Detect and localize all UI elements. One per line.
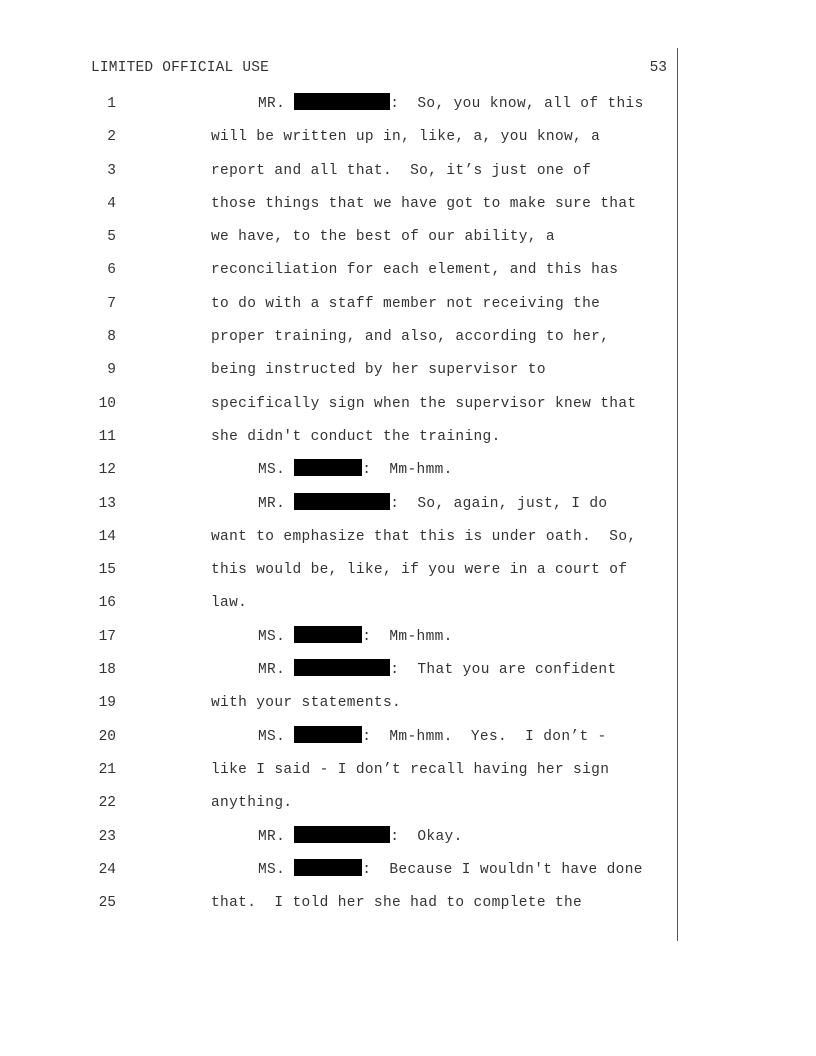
spoken-text: : That you are confident — [390, 662, 617, 679]
line-number: 3 — [107, 162, 116, 179]
spoken-text: : Okay. — [390, 828, 463, 845]
line-text — [211, 392, 636, 416]
transcript-line — [0, 458, 816, 491]
transcript-body — [0, 92, 816, 924]
transcript-line — [0, 358, 816, 391]
line-text — [258, 92, 644, 116]
spoken-text: law. — [211, 595, 248, 612]
redaction-block — [294, 659, 390, 676]
transcript-line — [0, 525, 816, 558]
line-number: 20 — [98, 728, 116, 745]
line-text — [211, 125, 600, 149]
redaction-block — [294, 459, 362, 476]
line-number: 12 — [98, 462, 116, 479]
spoken-text: that. I told her she had to complete the — [211, 895, 583, 912]
transcript-line — [0, 258, 816, 291]
line-text — [211, 292, 600, 316]
spoken-text: : Mm-hmm. Yes. I don’t - — [362, 728, 607, 745]
speaker-label: MR. — [258, 828, 286, 845]
spoken-text: reconciliation for each element, and this has — [211, 262, 619, 279]
line-text — [211, 891, 582, 915]
spoken-text: proper training, and also, according to her, — [211, 329, 610, 346]
line-text — [258, 658, 617, 682]
line-text — [211, 225, 555, 249]
spoken-text: this would be, like, if you were in a court of — [211, 562, 628, 579]
line-text — [211, 791, 292, 815]
redaction-block — [294, 493, 390, 510]
line-text — [211, 525, 636, 549]
speaker-label: MS. — [258, 728, 286, 745]
transcript-line — [0, 225, 816, 258]
line-number: 6 — [107, 262, 116, 279]
spoken-text: : Because I wouldn't have done — [362, 861, 643, 878]
transcript-line — [0, 725, 816, 758]
line-text — [211, 691, 401, 715]
line-number: 15 — [98, 562, 116, 579]
spoken-text: we have, to the best of our ability, a — [211, 229, 555, 246]
spoken-text: she didn't conduct the training. — [211, 428, 501, 445]
transcript-line — [0, 858, 816, 891]
line-number: 7 — [107, 295, 116, 312]
transcript-line — [0, 625, 816, 658]
line-number: 9 — [107, 362, 116, 379]
transcript-line — [0, 159, 816, 192]
speaker-label: MR. — [258, 96, 286, 112]
line-number: 24 — [98, 861, 116, 878]
transcript-line — [0, 558, 816, 591]
line-text — [211, 425, 501, 449]
transcript-line — [0, 791, 816, 824]
transcript-line — [0, 125, 816, 158]
line-text — [211, 758, 609, 782]
transcript-line — [0, 891, 816, 924]
spoken-text: specifically sign when the supervisor knew that — [211, 395, 637, 412]
spoken-text: : Mm-hmm. — [362, 462, 453, 479]
transcript-line — [0, 758, 816, 791]
transcript-line — [0, 492, 816, 525]
line-text — [211, 159, 591, 183]
spoken-text: anything. — [211, 795, 293, 812]
line-text — [258, 625, 453, 649]
redaction-block — [294, 93, 390, 110]
line-number: 10 — [98, 395, 116, 412]
speaker-label: MR. — [258, 662, 286, 679]
line-number: 1 — [107, 96, 116, 112]
spoken-text: to do with a staff member not receiving the — [211, 295, 601, 312]
line-number: 22 — [98, 795, 116, 812]
line-text — [258, 825, 463, 849]
speaker-label: MS. — [258, 462, 286, 479]
line-number: 4 — [107, 195, 116, 212]
line-number: 13 — [98, 495, 116, 512]
line-text — [211, 591, 247, 615]
spoken-text: being instructed by her supervisor to — [211, 362, 546, 379]
spoken-text: : So, again, just, I do — [390, 495, 608, 512]
line-number: 25 — [98, 895, 116, 912]
line-text — [211, 258, 618, 282]
line-text — [258, 725, 607, 749]
spoken-text: report and all that. So, it’s just one of — [211, 162, 592, 179]
transcript-line — [0, 92, 816, 125]
line-number: 5 — [107, 229, 116, 246]
spoken-text: will be written up in, like, a, you know, a — [211, 129, 601, 146]
spoken-text: want to emphasize that this is under oath. So, — [211, 528, 637, 545]
transcript-line — [0, 325, 816, 358]
speaker-label: MR. — [258, 495, 286, 512]
redaction-block — [294, 626, 362, 643]
spoken-text: those things that we have got to make sure that — [211, 195, 637, 212]
transcript-line — [0, 192, 816, 225]
speaker-label: MS. — [258, 628, 286, 645]
transcript-line — [0, 591, 816, 624]
line-text — [211, 558, 627, 582]
line-text — [258, 492, 607, 516]
spoken-text: : So, you know, all of this — [390, 96, 644, 112]
redaction-block — [294, 859, 362, 876]
redaction-block — [294, 726, 362, 743]
redaction-block — [294, 826, 390, 843]
transcript-line — [0, 425, 816, 458]
line-text — [211, 358, 546, 382]
line-number: 11 — [98, 428, 116, 445]
line-number: 17 — [98, 628, 116, 645]
line-number: 8 — [107, 329, 116, 346]
line-number: 23 — [98, 828, 116, 845]
line-number: 16 — [98, 595, 116, 612]
transcript-line — [0, 825, 816, 858]
transcript-line — [0, 691, 816, 724]
line-text — [211, 192, 636, 216]
transcript-line — [0, 392, 816, 425]
line-number: 14 — [98, 528, 116, 545]
transcript-line — [0, 658, 816, 691]
line-text — [258, 858, 643, 882]
line-number: 18 — [98, 662, 116, 679]
spoken-text: with your statements. — [211, 695, 402, 712]
speaker-label: MS. — [258, 861, 286, 878]
spoken-text: like I said - I don’t recall having her sign — [211, 761, 610, 778]
line-number: 2 — [107, 129, 116, 146]
line-number: 21 — [98, 761, 116, 778]
page-number: 53 — [649, 60, 667, 76]
transcript-line — [0, 292, 816, 325]
line-text — [258, 458, 453, 482]
line-text — [211, 325, 609, 349]
line-number: 19 — [98, 695, 116, 712]
spoken-text: : Mm-hmm. — [362, 628, 453, 645]
classification-header: LIMITED OFFICIAL USE — [91, 60, 270, 76]
